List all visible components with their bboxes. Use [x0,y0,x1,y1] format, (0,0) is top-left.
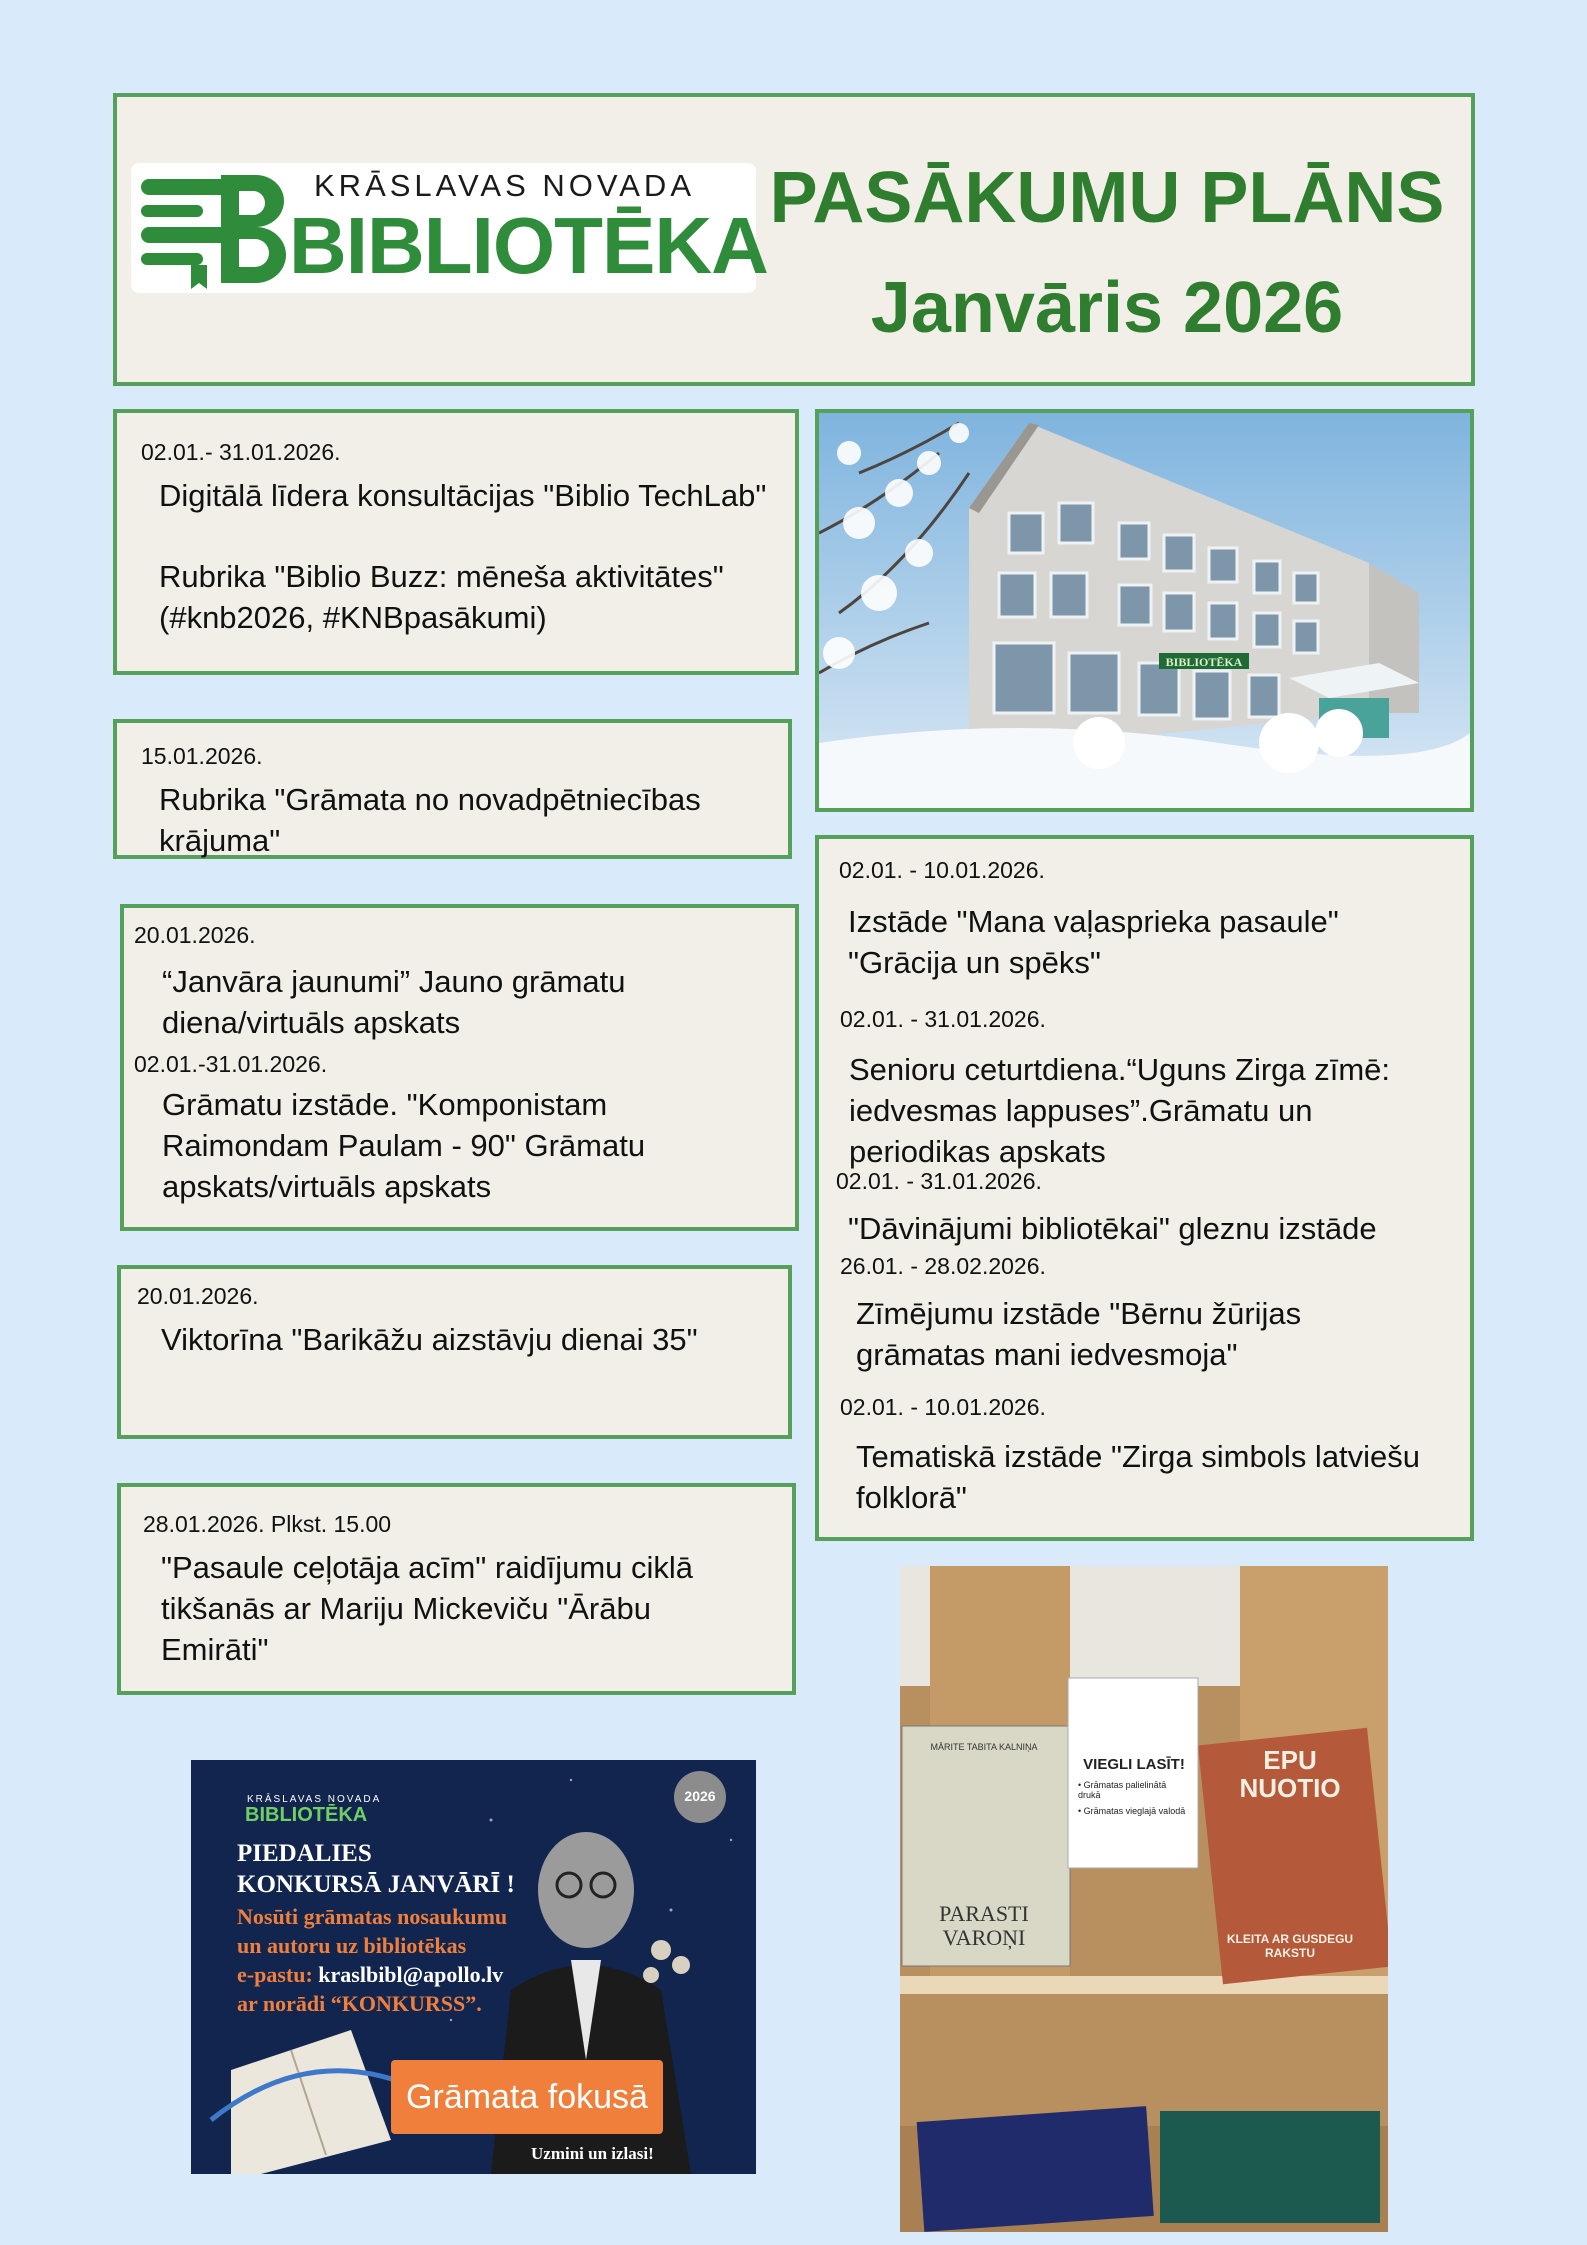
library-building-photo [815,409,1474,812]
shelf-sign-item: • Grāmatas palielinātā drukā [1078,1780,1167,1800]
promo-email-line [237,1962,503,1988]
promo-keyword: “KONKURSS”. [330,1991,482,2016]
event-title: Digitālā līdera konsultācijas "Biblio TechLab" [159,478,767,513]
book-title: PARASTI VAROŅI [939,1901,1029,1950]
exhibition-date: 02.01. - 31.01.2026. [840,1006,1046,1032]
exhibition-date: 02.01. - 31.01.2026. [836,1168,1042,1194]
exhibition-title: Izstāde "Mana vaļasprieka pasaule" [848,904,1339,939]
exhibition-title: "Dāvinājumi bibliotēkai" gleznu izstāde [848,1211,1377,1246]
exhibition-title: periodikas apskats [849,1134,1106,1169]
shelf-sign-item: • Grāmatas vieglajā valodā [1078,1806,1186,1816]
event-card-janvara-jaunumi[interactable] [120,904,799,1231]
event-card-viktorina[interactable] [117,1265,792,1439]
exhibitions-card[interactable] [815,835,1474,1541]
exhibition-title: Tematiskā izstāde "Zirga simbols latviešu [856,1439,1421,1474]
promo-logo-main: BIBLIOTĒKA [245,1804,368,1826]
promo-headline: PIEDALIES [237,1840,372,1867]
book-author: MĀRITE TABITA KALNIŅA [930,1742,1038,1752]
building-sign-text: BIBLIOTĒKA [1165,655,1243,669]
page-month: Janvāris 2026 [870,268,1344,348]
logo-main-text: BIBLIOTĒKA [289,201,768,290]
exhibition-title: folklorā" [856,1480,967,1515]
header-banner [113,93,1475,386]
logo-top-text: KRĀSLAVAS NOVADA [314,168,695,203]
exhibition-title: iedvesmas lappuses”.Grāmatu un [849,1093,1313,1128]
event-title: Viktorīna "Barikāžu aizstāvju dienai 35" [161,1322,698,1357]
promo-year-badge: 2026 [684,1788,716,1804]
event-title: Rubrika "Grāmata no novadpētniecības [159,782,701,817]
exhibition-title: Senioru ceturtdiena.“Uguns Zirga zīmē: [849,1052,1391,1087]
exhibition-date: 26.01. - 28.02.2026. [840,1253,1046,1279]
shelf-sign-title: VIEGLI LASĪT! [1083,1756,1185,1773]
event-date: 20.01.2026. [134,922,256,948]
event-title: diena/virtuāls apskats [162,1005,461,1040]
event-title: Emirāti" [161,1632,269,1667]
event-title: tikšanās ar Mariju Mickeviču "Ārābu [161,1591,651,1626]
book-logo-icon [131,165,301,293]
event-title: apskats/virtuāls apskats [162,1169,492,1204]
event-date: 02.01.- 31.01.2026. [141,439,341,465]
event-date: 28.01.2026. Plkst. 15.00 [143,1511,392,1537]
event-title: Grāmatu izstāde. "Komponistam [162,1087,608,1122]
event-title: “Janvāra jaunumi” Jauno grāmatu [162,964,626,999]
promo-body: un autoru uz bibliotēkas [237,1933,467,1958]
contest-promo-banner[interactable] [191,1760,756,2174]
event-date: 15.01.2026. [141,743,263,769]
promo-email[interactable]: kraslbibl@apollo.lv [318,1962,504,1987]
event-date: 20.01.2026. [137,1283,259,1309]
event-title: krājuma" [159,823,281,858]
promo-body: Nosūti grāmatas nosaukumu [237,1904,508,1929]
event-card-pasaule-celotaja[interactable] [117,1483,796,1695]
exhibition-title: Zīmējumu izstāde "Bērnu žūrijas [856,1296,1302,1331]
exhibition-title: "Grācija un spēks" [848,945,1101,980]
event-card-techlab[interactable] [113,409,799,675]
book-title: EPU NUOTIO [1239,1745,1341,1803]
promo-headline: KONKURSĀ JANVĀRĪ ! [237,1871,515,1898]
exhibition-date: 02.01. - 10.01.2026. [839,857,1045,883]
exhibition-date: 02.01. - 10.01.2026. [840,1394,1046,1420]
promo-logo-top: KRĀSLAVAS NOVADA [247,1794,382,1805]
promo-keyword-prefix: ar norādi [237,1991,331,2016]
event-title: Rubrika "Biblio Buzz: mēneša aktivitātes" [159,559,724,594]
exhibition-title: grāmatas mani iedvesmoja" [856,1337,1238,1372]
promo-keyword-line [237,1991,482,2017]
book-subtitle: KLEITA AR GUSDEGU RAKSTU [1226,1932,1354,1960]
promo-footer: Uzmini un izlasi! [531,2144,654,2163]
promo-email-prefix: e-pastu: [237,1962,319,1987]
event-title: "Pasaule ceļotāja acīm" raidījumu ciklā [161,1550,694,1585]
event-date: 02.01.-31.01.2026. [134,1051,328,1077]
event-card-novadpetnieciba[interactable] [113,719,792,859]
book-shelf-photo [900,1566,1388,2232]
event-hashtags: (#knb2026, #KNBpasākumi) [159,600,547,635]
promo-cta-button[interactable]: Grāmata fokusā [406,2078,648,2116]
page-title: PASĀKUMU PLĀNS [769,158,1445,238]
library-logo[interactable] [131,163,768,293]
event-title: Raimondam Paulam - 90" Grāmatu [162,1128,646,1163]
